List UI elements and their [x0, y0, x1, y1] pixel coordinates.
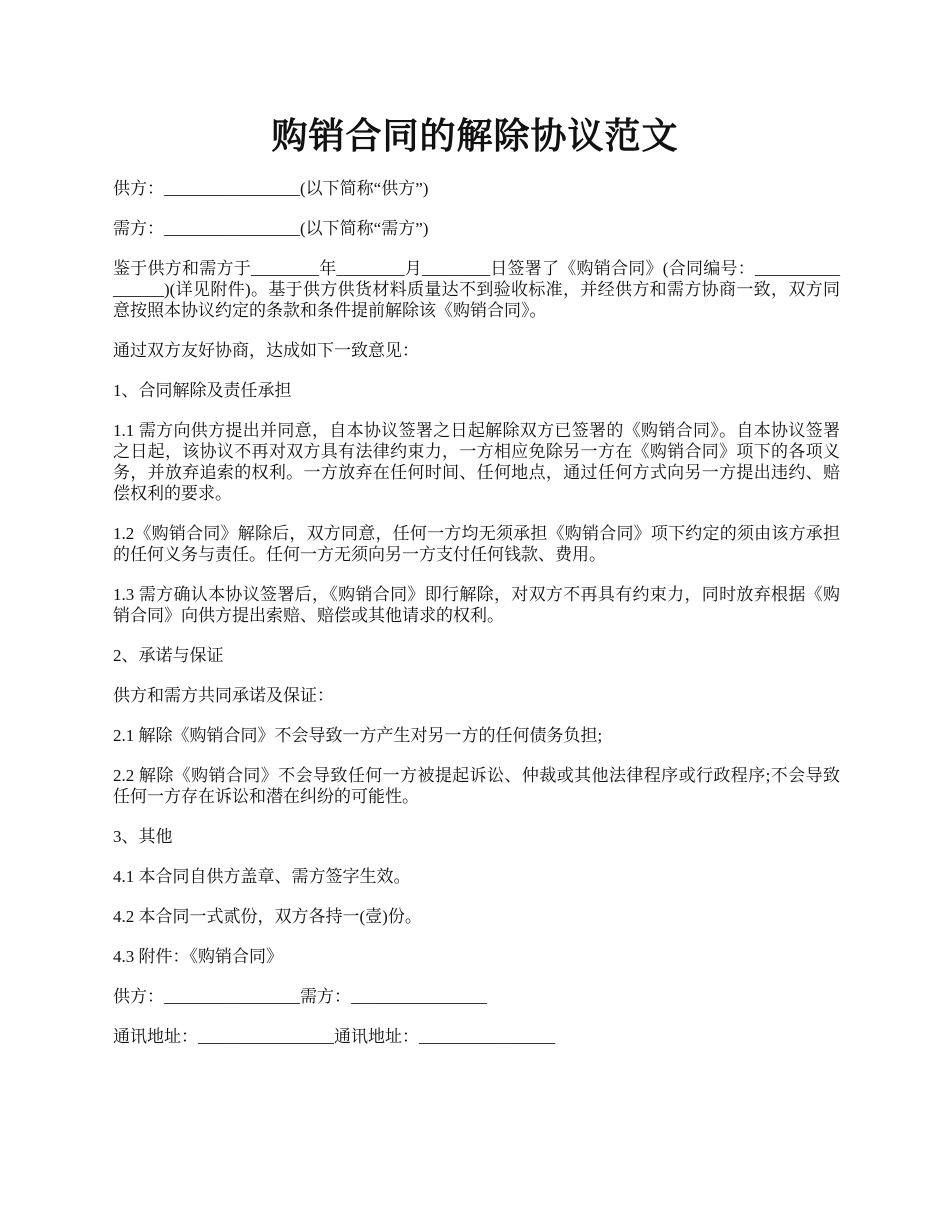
agreement-intro: 通过双方友好协商，达成如下一致意见： [113, 341, 419, 360]
clause-4-2: 4.2 本合同一式贰份，双方各持一(壹)份。 [113, 907, 422, 926]
document-body [113, 178, 840, 1066]
section-heading-3: 3、其他 [113, 827, 173, 846]
supplier-line: 供方：________________(以下简称“供方”) [113, 179, 429, 198]
buyer-line: 需方：________________(以下简称“需方”) [113, 219, 429, 238]
signature-line: 供方：________________需方：________________ [113, 987, 487, 1006]
document-title: 购销合同的解除协议范文 [271, 116, 679, 156]
section-heading-2: 2、承诺与保证 [113, 646, 224, 665]
clause-2-2: 2.2 解除《购销合同》不会导致任何一方被提起诉讼、仲裁或其他法律程序或行政程序;不会导致任何一方存在诉讼和潜在纠纷的可能性。 [113, 766, 840, 806]
section-2-intro: 供方和需方共同承诺及保证： [113, 686, 334, 705]
clause-1-1: 1.1 需方向供方提出并同意，自本协议签署之日起解除双方已签署的《购销合同》。自本协议签署之日起，该协议不再对双方具有法律约束力，一方相应免除另一方在《购销合同》项下的各项义务，并放弃追索的权利。一方放弃在任何时间、任何地点，通过任何方式向另一方提出违约、赔偿权利的要求。 [113, 421, 840, 503]
clause-2-1: 2.1 解除《购销合同》不会导致一方产生对另一方的任何债务负担; [113, 726, 603, 745]
clause-4-3: 4.3 附件：《购销合同》 [113, 947, 283, 966]
clause-1-2: 1.2《购销合同》解除后，双方同意，任何一方均无须承担《购销合同》项下约定的须由该方承担的任何义务与责任。任何一方无须向另一方支付任何钱款、费用。 [113, 524, 840, 564]
section-heading-1: 1、合同解除及责任承担 [113, 381, 292, 400]
address-line: 通讯地址：________________通讯地址：________________ [113, 1027, 555, 1046]
preamble-paragraph: 鉴于供方和需方于________年________月________日签署了《购销合同》(合同编号：________________)(详见附件)。基于供方供货材料质量达不到验收标准，并经供方和需方协商一致，双方同意按照本协议约定的条款和条件提前解除该《购销合同》。 [113, 259, 840, 320]
clause-1-3: 1.3 需方确认本协议签署后，《购销合同》即行解除，对双方不再具有约束力，同时放弃根据《购销合同》向供方提出索赔、赔偿或其他请求的权利。 [113, 585, 840, 625]
clause-4-1: 4.1 本合同自供方盖章、需方签字生效。 [113, 867, 411, 886]
